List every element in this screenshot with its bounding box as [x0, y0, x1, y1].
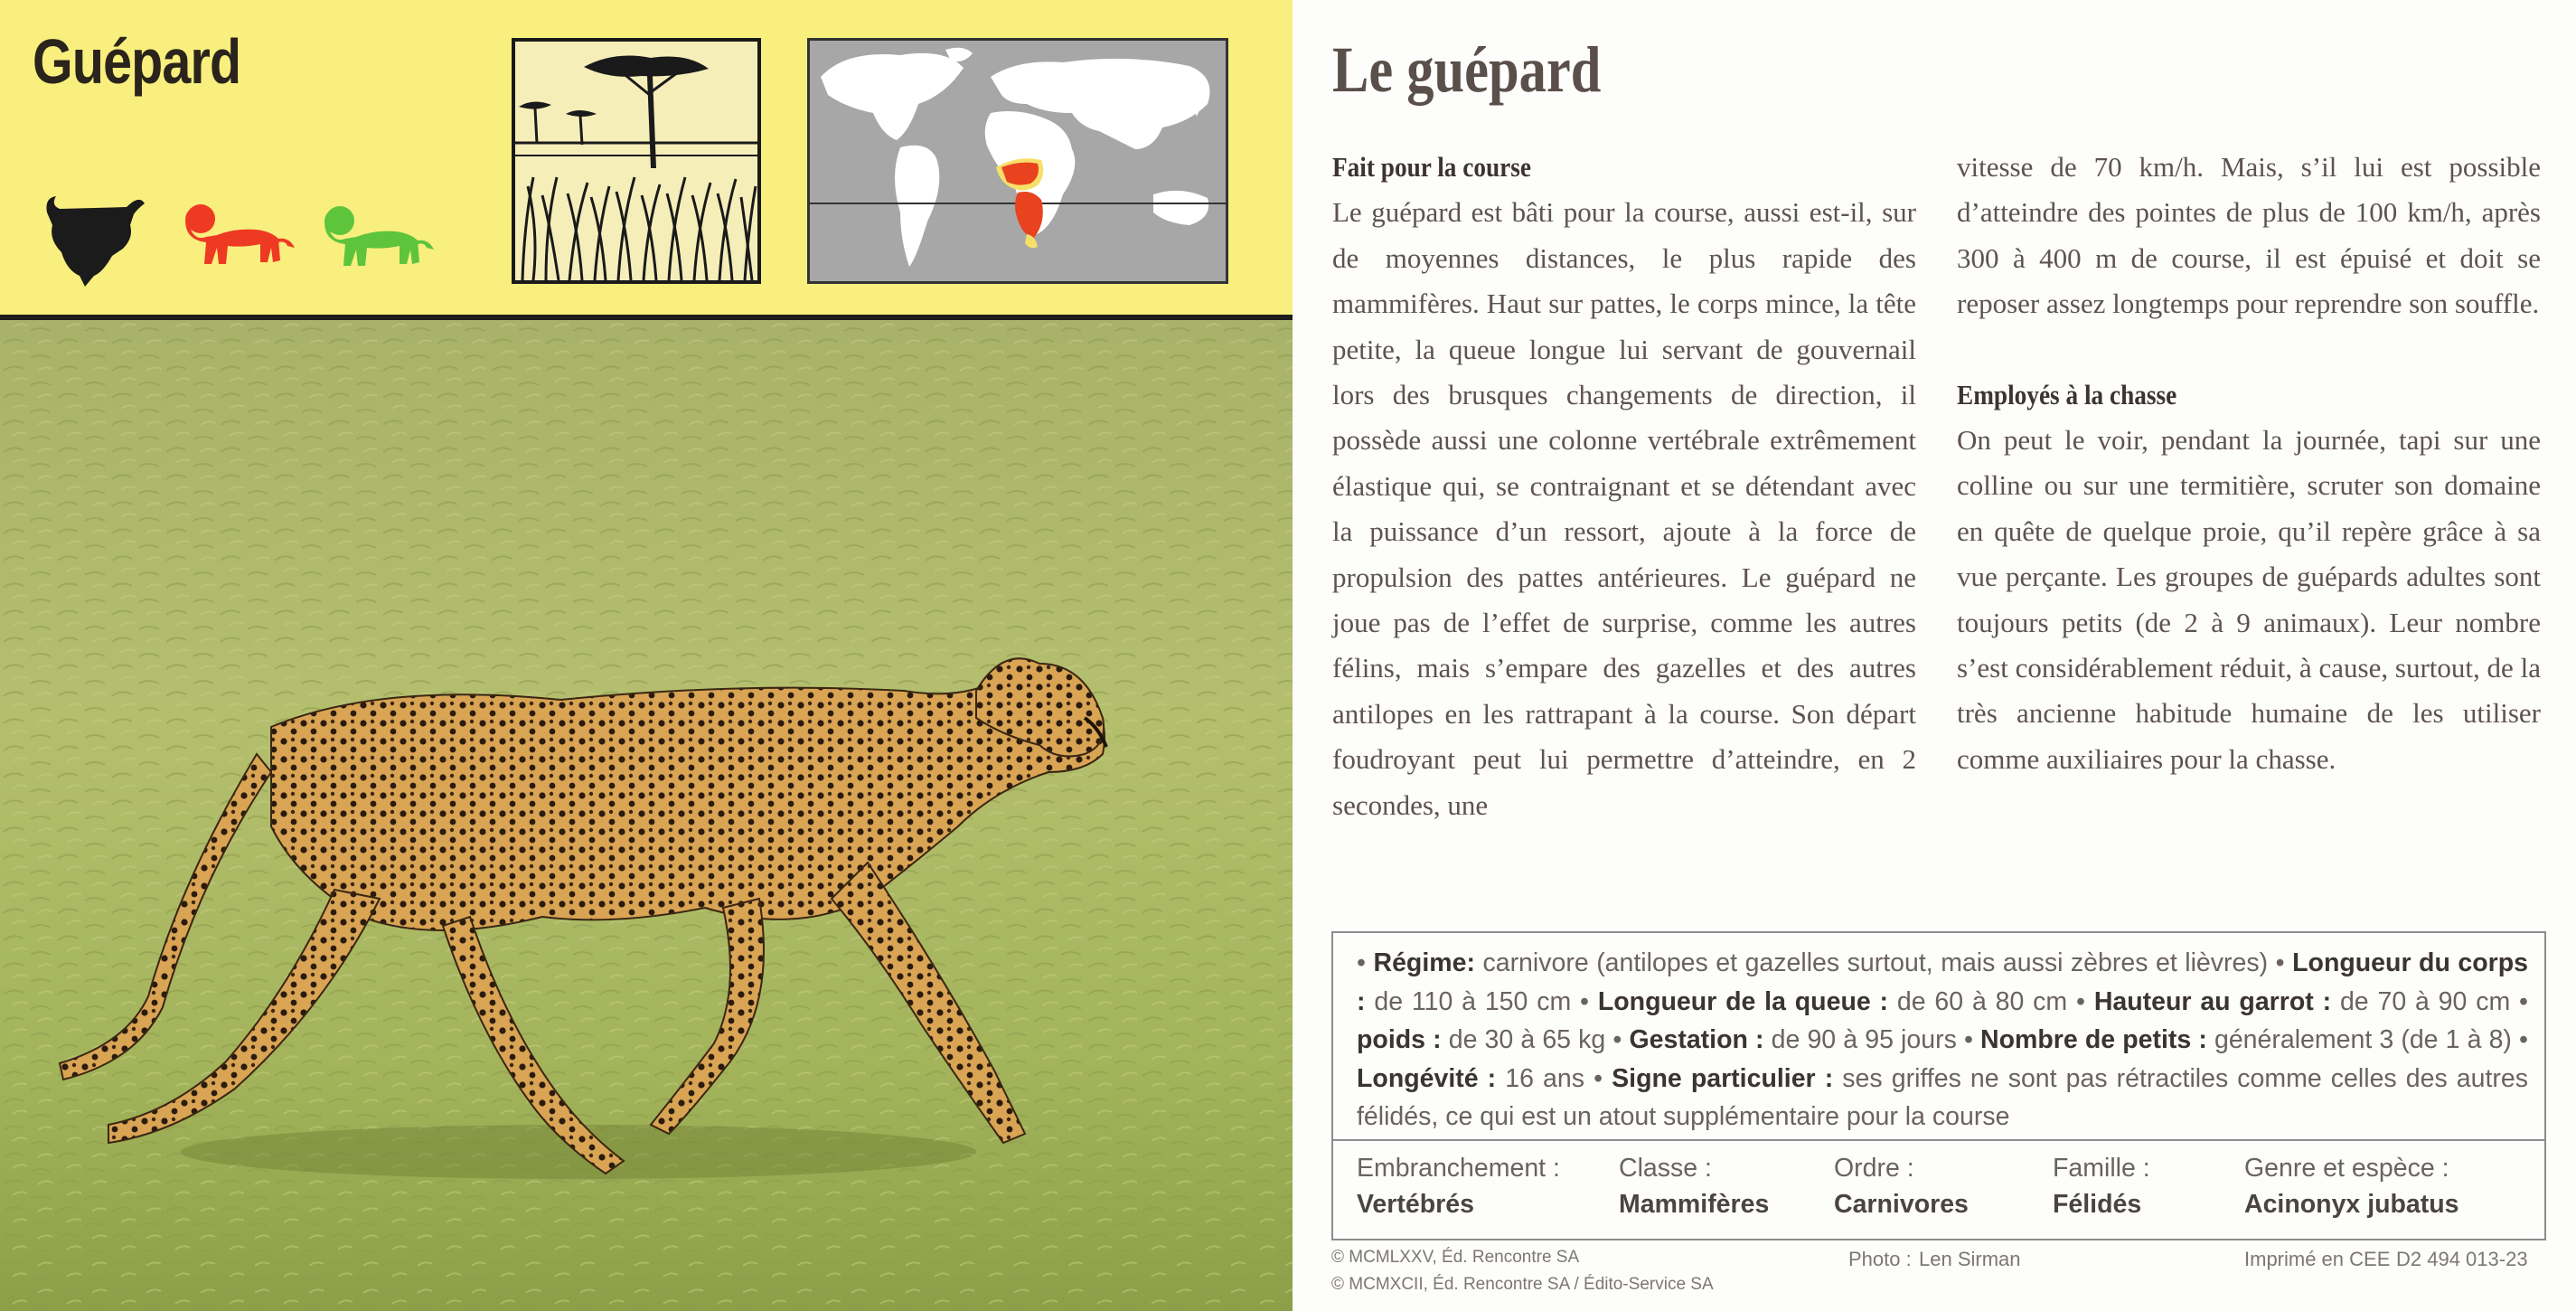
- taxonomy-value: Mammifères: [1619, 1190, 1770, 1219]
- fact-value-poids: de 30 à 65 kg: [1448, 1025, 1606, 1054]
- taxonomy-divider: [1333, 1139, 2544, 1141]
- lion-red-icon: [181, 192, 298, 273]
- fact-label-regime: Régime:: [1373, 948, 1475, 977]
- section-text-course-part2: vitesse de 70 km/h. Mais, s’il lui est possible d’atteindre des pointes de plus de 100 km/h, après 300 à 400 m de course, il est épuisé et doit se reposer assez longtemps pour reprendre son souffle.: [1957, 151, 2541, 320]
- cheetah-photo: [0, 320, 1293, 1311]
- fact-value-longueur-corps: de 110 à 150 cm: [1374, 986, 1572, 1016]
- bull-silhouette-icon: [40, 185, 148, 289]
- photo-label: Photo :: [1848, 1248, 1912, 1270]
- taxonomy-label: Classe :: [1619, 1154, 1712, 1183]
- text-column-left: [1332, 145, 1916, 828]
- section-text-chasse: On peut le voir, pendant la journée, tapi sur une colline ou sur une termitière, scruter son domaine en quête de quelque proie, qu’il repère grâce à sa vue perçante. Les groupes de guépards adultes sont toujours petits (de 2 à 9 animaux). Leur nombre s’est considérablement réduit, à cause, surtout, de la très ancienne habitude humaine de les utiliser comme auxiliaires pour la chasse.: [1957, 424, 2541, 775]
- taxonomy-value: Carnivores: [1834, 1190, 1969, 1219]
- facts-list: • Régime: carnivore (antilopes et gazelles surtout, mais aussi zèbres et lièvres) • Longueur du corps : de 110 à 150 cm • Longueur de la queue : de 60 à 80 cm • Hauteur au garrot : de 70 à 90 cm • poids : de 30 à 65 kg • Gestation : de 90 à 95 jours • Nombre de petits : généralement 3 (de 1 à 8) • Longévité : 16 ans • Signe particulier : ses griffes ne sont pas rétractiles comme celles des autres félidés, ce qui est un atout supplémentaire pour la course: [1357, 948, 2529, 1131]
- world-range-map: [807, 38, 1228, 284]
- fact-label-gestation: Gestation :: [1629, 1025, 1764, 1054]
- taxonomy-label: Genre et espèce :: [2244, 1154, 2449, 1183]
- taxonomy-value: Félidés: [2053, 1190, 2142, 1219]
- section-text-course-part1: Le guépard est bâti pour la course, aussi est-il, sur de moyennes distances, le plus rapide des mammifères. Haut sur pattes, le corps mince, la tête petite, la queue longue lui servant de gouvernail lors des brusques changements de direction, il possède aussi une colonne vertébrale extrêmement élastique qui, se contraignant et se détendant avec la puissance d’un ressort, ajoute à la force de propulsion des pattes antérieures. Le guépard ne joue pas de l’effet de surprise, comme les autres félins, mais s’empare des gazelles et des autres antilopes en les rattrapant à la course. Son départ foudroyant peut lui permettre d’atteindre, en 2 secondes, une: [1332, 196, 1916, 821]
- savanna-habitat-icon: [512, 38, 761, 284]
- fact-label-nombre-petits: Nombre de petits :: [1980, 1025, 2207, 1054]
- fact-label-hauteur-garrot: Hauteur au garrot :: [2093, 986, 2332, 1016]
- fact-label-longueur-queue: Longueur de la queue :: [1597, 986, 1889, 1016]
- section-title-course: Fait pour la course: [1332, 151, 1531, 183]
- taxonomy-genre-espece: [2244, 1150, 2459, 1222]
- facts-box: [1331, 931, 2546, 1240]
- fact-label-signe-particulier: Signe particulier :: [1612, 1063, 1834, 1093]
- fact-label-longevite: Longévité :: [1357, 1063, 1497, 1093]
- right-card: [1293, 0, 2576, 1311]
- taxonomy-famille: [2053, 1150, 2150, 1222]
- printed-in: Imprimé en CEE: [2244, 1248, 2391, 1270]
- fact-value-regime: carnivore (antilopes et gazelles surtout, mais aussi zèbres et lièvres): [1482, 948, 2269, 977]
- taxonomy-classe: [1619, 1150, 1769, 1222]
- fact-value-hauteur-garrot: de 70 à 90 cm: [2339, 986, 2511, 1016]
- text-column-right: [1957, 145, 2541, 782]
- lion-green-icon: [320, 193, 437, 275]
- fact-value-gestation: de 90 à 95 jours: [1771, 1025, 1957, 1054]
- fact-value-nombre-petits: généralement 3 (de 1 à 8): [2214, 1025, 2512, 1054]
- photo-credit: Len Sirman: [1919, 1248, 2021, 1270]
- taxonomy-label: Ordre :: [1834, 1154, 1914, 1183]
- fact-label-longueur-corps: Longueur du corps :: [1357, 948, 2528, 1016]
- section-title-chasse: Employés à la chasse: [1957, 378, 2177, 410]
- copyright-line-1: © MCMLXXV, Éd. Rencontre SA: [1331, 1248, 1580, 1267]
- fact-label-poids: poids :: [1357, 1025, 1442, 1054]
- card-title: Guépard: [33, 26, 241, 97]
- copyright-line-2: © MCMXCII, Éd. Rencontre SA / Édito-Service SA: [1331, 1275, 1714, 1294]
- taxonomy-label: Embranchement :: [1357, 1154, 1560, 1183]
- taxonomy-value: Vertébrés: [1357, 1190, 1474, 1219]
- fact-value-signe-particulier: ses griffes ne sont pas rétractiles comme celles des autres félidés, ce qui est un atout supplémentaire pour la course: [1357, 1063, 2528, 1131]
- taxonomy-value: Acinonyx jubatus: [2244, 1190, 2459, 1219]
- fact-value-longevite: 16 ans: [1505, 1063, 1584, 1093]
- page-heading: Le guépard: [1332, 33, 1602, 106]
- taxonomy-ordre: [1834, 1150, 1969, 1222]
- reference-number: D2 494 013-23: [2396, 1248, 2528, 1270]
- taxonomy-embranchement: [1357, 1150, 1560, 1222]
- fact-value-longueur-queue: de 60 à 80 cm: [1896, 986, 2068, 1016]
- taxonomy-label: Famille :: [2053, 1154, 2150, 1183]
